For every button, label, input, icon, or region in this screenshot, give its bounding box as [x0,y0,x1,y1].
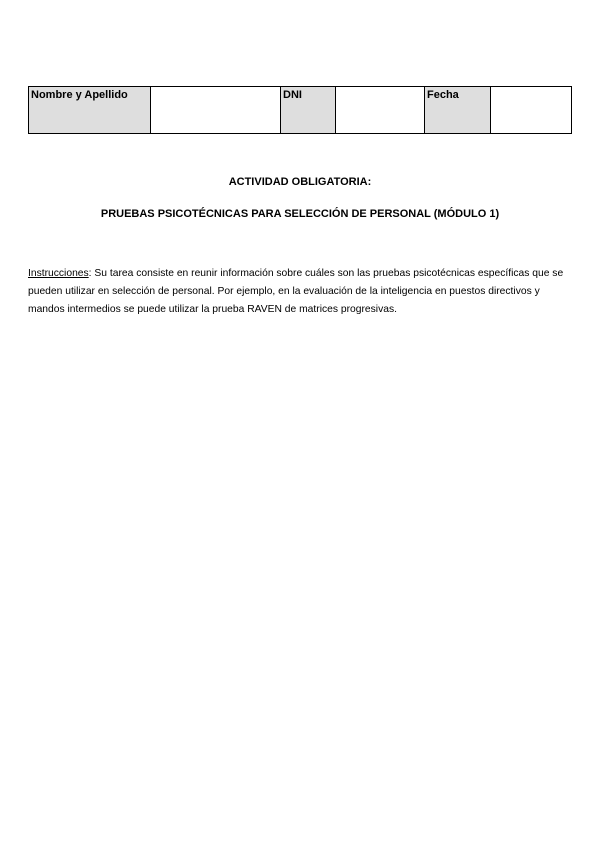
dni-field[interactable] [336,87,425,134]
name-label: Nombre y Apellido [29,87,151,134]
instructions-separator: : [88,268,92,279]
date-field[interactable] [491,87,572,134]
name-field[interactable] [151,87,281,134]
instructions-paragraph [28,265,573,319]
dni-label: DNI [281,87,336,134]
student-info-row [29,87,572,134]
instructions-body: Su tarea consiste en reunir información sobre cuáles son las pruebas psicotécnicas específicas que se pueden utilizar en selección de personal. Por ejemplo, en la evaluación de la inteligencia en puestos directivos y mandos intermedios se puede utilizar la prueba RAVEN de matrices progresivas. [28,268,564,315]
student-info-table [28,86,572,134]
activity-title: ACTIVIDAD OBLIGATORIA: [228,176,372,188]
instructions-lead: Instrucciones [28,268,89,279]
date-label: Fecha [425,87,491,134]
subject-title: PRUEBAS PSICOTÉCNICAS PARA SELECCIÓN DE PERSONAL (MÓDULO 1) [100,208,500,220]
